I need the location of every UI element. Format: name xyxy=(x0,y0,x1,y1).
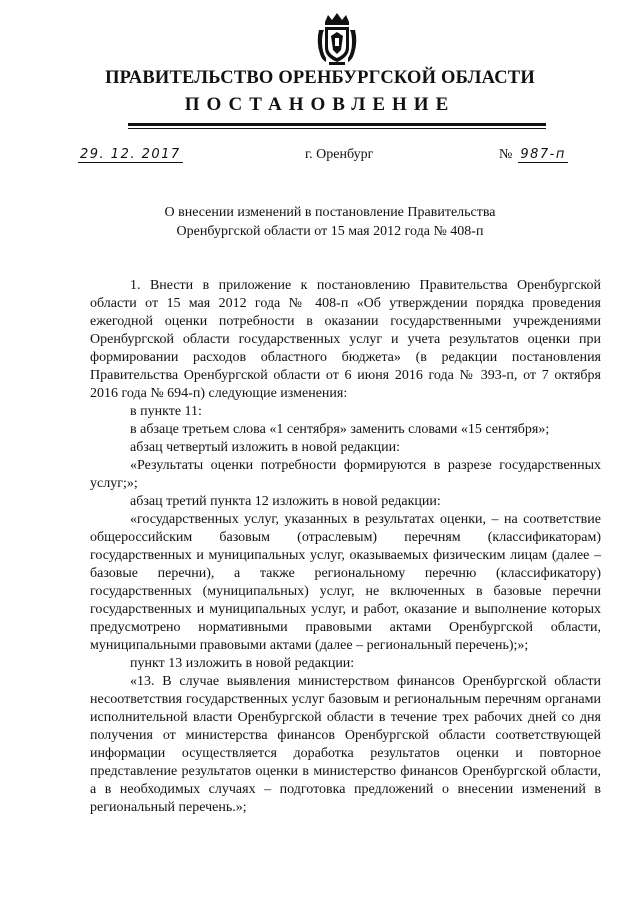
subject-line-1: О внесении изменений в постановление Правительства xyxy=(164,205,496,220)
paragraph-1: 1. Внести в приложение к постановлению Правительства Оренбургской области от 15 мая 2012 года № 408-п «Об утверждении порядка проведения ежегодной оценки потребности в оказании государственными учреждениями Оренбургской области государственных услуг и учета результатов оценки при формировании расходов областного бюджета» (в редакции постановления Правительства Оренбургской области от 6 июня 2016 года № 393-п, от 7 октября 2016 года № 694-п) следующие изменения: xyxy=(90,278,601,401)
paragraph-2: в пункте 11: xyxy=(130,404,202,419)
document-date xyxy=(78,147,183,163)
document-number xyxy=(499,147,568,163)
document-body xyxy=(90,277,601,817)
paragraph-8: пункт 13 изложить в новой редакции: xyxy=(130,656,355,671)
paragraph-6: абзац третий пункта 12 изложить в новой редакции: xyxy=(130,494,441,509)
subject-line-2: Оренбургской области от 15 мая 2012 года № 408-п xyxy=(176,224,484,239)
date-value: 29. 12. 2017 xyxy=(80,147,181,162)
number-label: № xyxy=(499,147,513,162)
paragraph-5: «Результаты оценки потребности формируются в разрезе государственных услуг;»; xyxy=(90,458,601,491)
paragraph-7: «государственных услуг, указанных в результатах оценки, – на соответствие общероссийским базовым (отраслевым) перечням (классификаторам) государственных и муниципальных услуг, оказываемых физическим лицам (далее – базовые перечни), а также региональному перечню (классификатору) государственных (муниципальных) услуг, не включенных в базовые перечни государственных и муниципальных услуг, и работ, оказание и выполнение которых предусмотрено нормативными правовыми актами Оренбургской области, муниципальными правовыми актами (далее – региональный перечень);»; xyxy=(90,512,601,653)
government-title: ПРАВИТЕЛЬСТВО ОРЕНБУРГСКОЙ ОБЛАСТИ xyxy=(105,68,535,88)
coat-of-arms-emblem xyxy=(316,12,358,66)
paragraph-3: в абзаце третьем слова «1 сентября» заменить словами «15 сентября»; xyxy=(130,422,550,437)
document-type: ПОСТАНОВЛЕНИЕ xyxy=(184,94,456,115)
number-value: 987-п xyxy=(520,147,566,162)
document-subject xyxy=(0,203,640,241)
header-rule-thin xyxy=(128,128,546,129)
paragraph-9: «13. В случае выявления министерством финансов Оренбургской области несоответствия государственных услуг базовым и региональным перечням органами исполнительной власти Оренбургской области в течение трех рабочих дней со дня получения от министерства финансов Оренбургской области соответствующей информации осуществляется доработка результатов оценки и повторное представление результатов оценки в министерство финансов Оренбургской области, а в необходимых случаях – подготовка предложений о внесении изменений в региональный перечень.»; xyxy=(90,674,601,815)
paragraph-4: абзац четвертый изложить в новой редакции: xyxy=(130,440,400,455)
document-city: г. Оренбург xyxy=(305,147,374,162)
header-rule-thick xyxy=(128,123,546,126)
